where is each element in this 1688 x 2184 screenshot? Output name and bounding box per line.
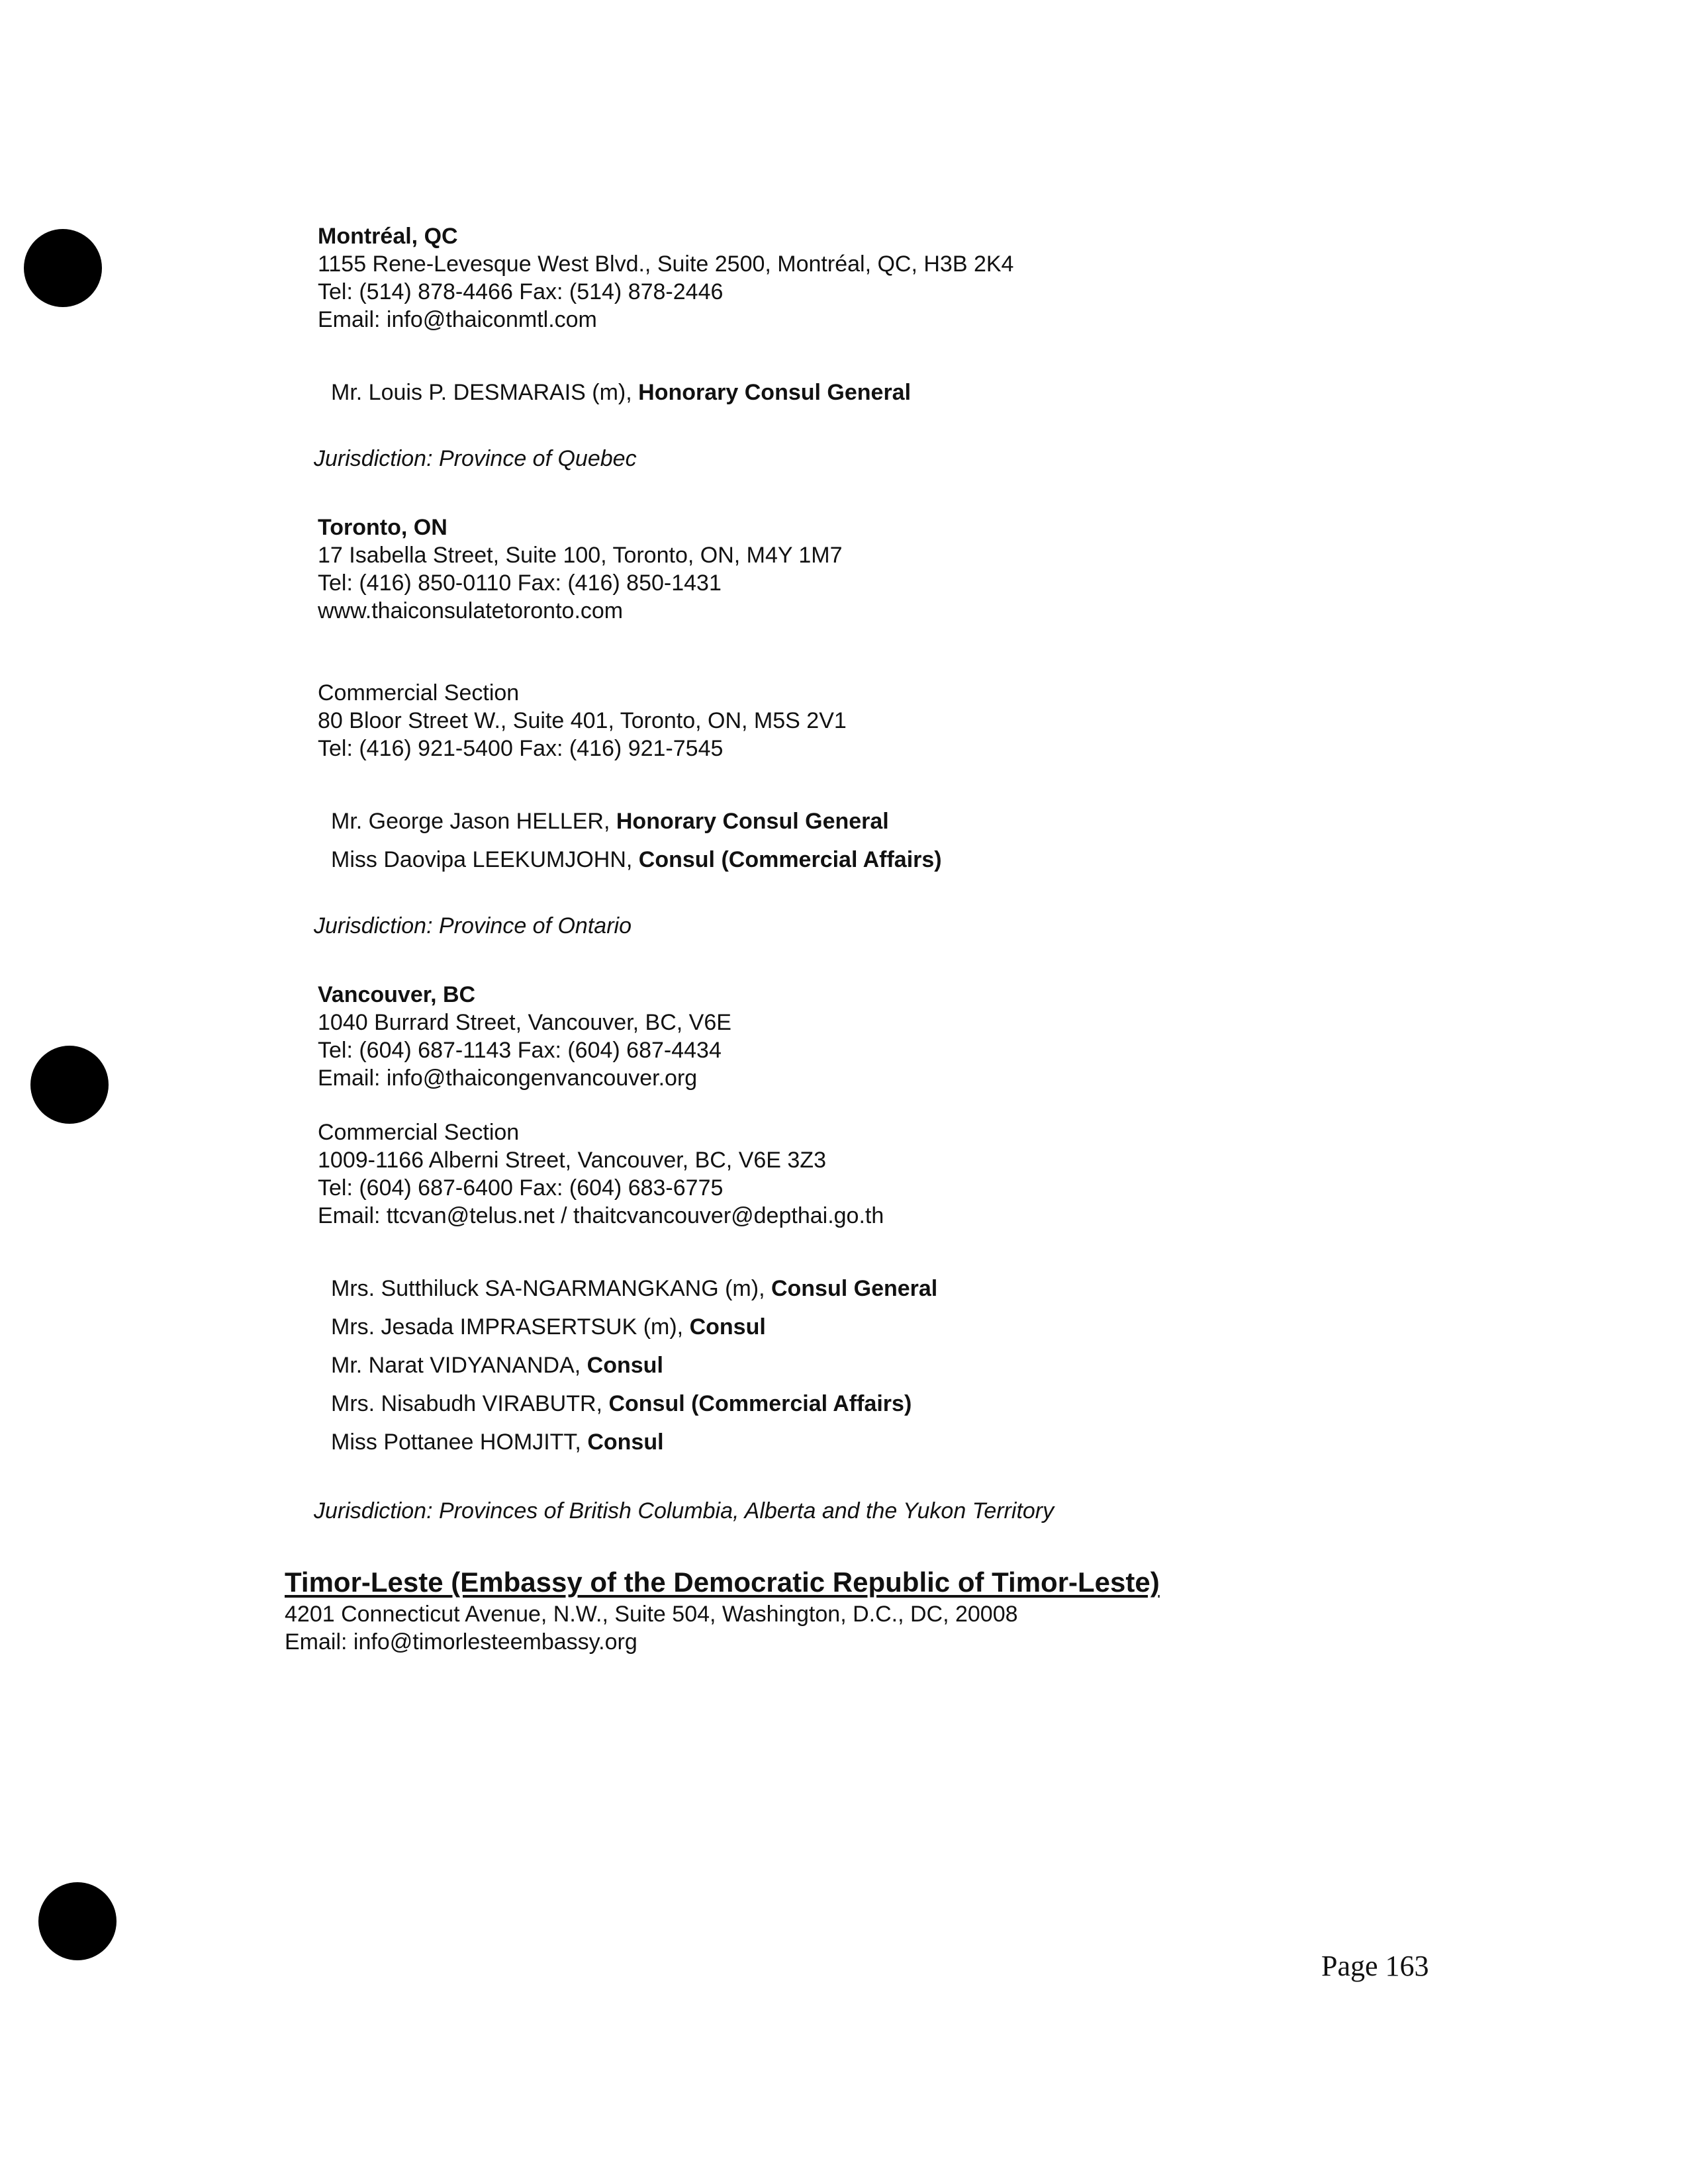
staff-title: Consul (586, 1353, 663, 1378)
vancouver-commercial-label: Commercial Section (318, 1120, 520, 1145)
toronto-staff-entry (331, 807, 889, 835)
staff-name: Mr. George Jason HELLER, (331, 809, 616, 834)
punch-hole (24, 229, 102, 307)
vancouver-staff-entry (331, 1313, 766, 1341)
toronto-commercial-phone-fax: Tel: (416) 921-5400 Fax: (416) 921-7545 (318, 736, 724, 761)
toronto-address: 17 Isabella Street, Suite 100, Toronto, ON, M4Y 1M7 (318, 543, 843, 568)
staff-title: Honorary Consul General (638, 380, 912, 405)
toronto-commercial-label: Commercial Section (318, 680, 520, 705)
vancouver-jurisdiction: Jurisdiction: Provinces of British Columbia, Alberta and the Yukon Territory (314, 1498, 1055, 1524)
embassy-email: Email: info@timorlesteembassy.org (285, 1629, 637, 1655)
toronto-commercial-address: 80 Bloor Street W., Suite 401, Toronto, ON, M5S 2V1 (318, 708, 847, 733)
page-number: Page 163 (1321, 1950, 1429, 1982)
embassy-address: 4201 Connecticut Avenue, N.W., Suite 504, Washington, D.C., DC, 20008 (285, 1602, 1018, 1627)
staff-name: Miss Pottanee HOMJITT, (331, 1430, 588, 1455)
vancouver-address: 1040 Burrard Street, Vancouver, BC, V6E (318, 1010, 731, 1035)
vancouver-phone-fax: Tel: (604) 687-1143 Fax: (604) 687-4434 (318, 1038, 722, 1063)
staff-name: Miss Daovipa LEEKUMJOHN, (331, 847, 639, 872)
montreal-jurisdiction: Jurisdiction: Province of Quebec (314, 446, 637, 471)
staff-title: Consul (689, 1314, 766, 1340)
toronto-website: www.thaiconsulatetoronto.com (318, 598, 624, 623)
staff-name: Mrs. Sutthiluck SA-NGARMANGKANG (m), (331, 1276, 771, 1301)
vancouver-staff-entry (331, 1351, 663, 1379)
staff-title: Consul General (771, 1276, 938, 1301)
staff-title: Consul (Commercial Affairs) (638, 847, 942, 872)
staff-name: Mr. Louis P. DESMARAIS (m), (331, 380, 639, 405)
vancouver-email: Email: info@thaicongenvancouver.org (318, 1066, 698, 1091)
staff-name: Mrs. Nisabudh VIRABUTR, (331, 1391, 609, 1416)
vancouver-commercial-address: 1009-1166 Alberni Street, Vancouver, BC, V6E 3Z3 (318, 1148, 826, 1173)
montreal-email: Email: info@thaiconmtl.com (318, 307, 597, 332)
staff-title: Consul (587, 1430, 664, 1455)
country-heading: Timor-Leste (Embassy of the Democratic Republic of Timor-Leste) (285, 1567, 1160, 1598)
punch-hole (38, 1882, 117, 1960)
vancouver-city-heading: Vancouver, BC (318, 982, 476, 1007)
toronto-phone-fax: Tel: (416) 850-0110 Fax: (416) 850-1431 (318, 570, 722, 596)
vancouver-staff-entry (331, 1275, 937, 1302)
montreal-staff-entry (331, 379, 911, 406)
montreal-address: 1155 Rene-Levesque West Blvd., Suite 2500, Montréal, QC, H3B 2K4 (318, 251, 1014, 277)
vancouver-commercial-phone-fax: Tel: (604) 687-6400 Fax: (604) 683-6775 (318, 1175, 724, 1201)
toronto-city-heading: Toronto, ON (318, 515, 447, 540)
toronto-staff-entry (331, 846, 942, 874)
vancouver-staff-entry (331, 1428, 664, 1456)
staff-name: Mr. Narat VIDYANANDA, (331, 1353, 587, 1378)
montreal-phone-fax: Tel: (514) 878-4466 Fax: (514) 878-2446 (318, 279, 724, 304)
vancouver-commercial-email: Email: ttcvan@telus.net / thaitcvancouver@depthai.go.th (318, 1203, 884, 1228)
toronto-jurisdiction: Jurisdiction: Province of Ontario (314, 913, 632, 938)
staff-name: Mrs. Jesada IMPRASERTSUK (m), (331, 1314, 690, 1340)
montreal-city-heading: Montréal, QC (318, 224, 458, 249)
staff-title: Honorary Consul General (616, 809, 889, 834)
punch-hole (30, 1046, 109, 1124)
staff-title: Consul (Commercial Affairs) (608, 1391, 912, 1416)
vancouver-staff-entry (331, 1390, 912, 1418)
